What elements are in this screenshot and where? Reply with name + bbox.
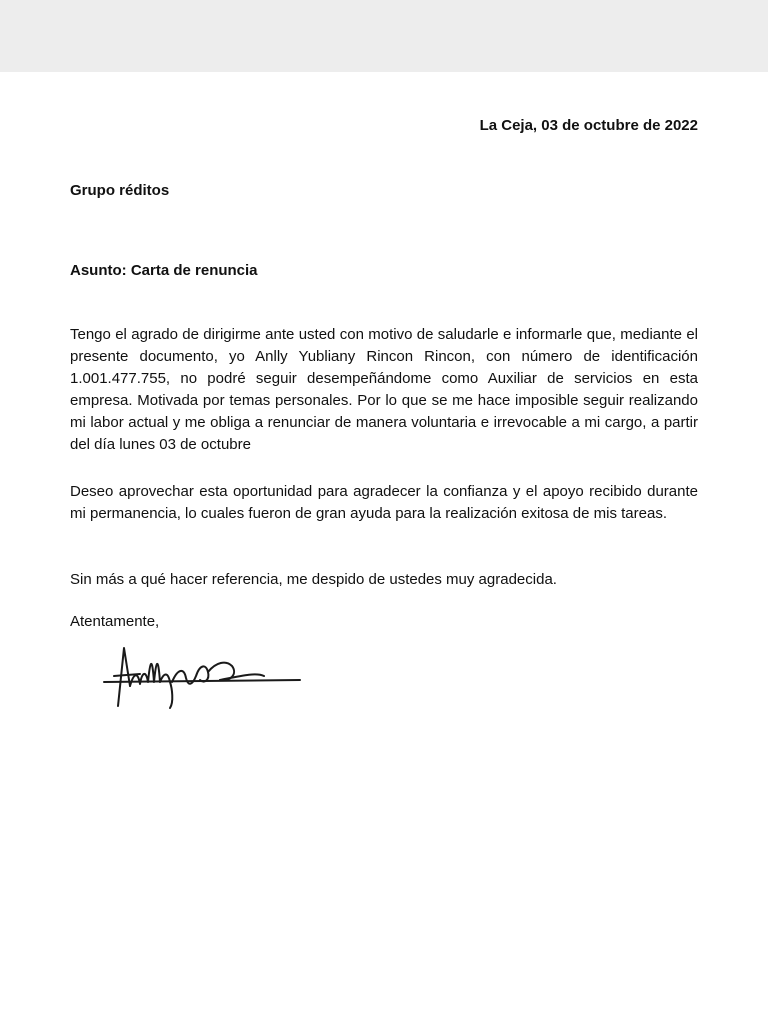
letter-recipient: Grupo réditos [70, 182, 170, 199]
letter-date-line: La Ceja, 03 de octubre de 2022 [479, 117, 698, 134]
handwritten-signature-icon [100, 642, 310, 712]
viewer-top-bar [0, 0, 768, 72]
letter-paragraph-2: Deseo aprovechar esta oportunidad para agradecer la confianza y el apoyo recibido durante mi permanencia, lo cuales fueron de gran ayuda para la realización exitosa de mis tareas. [70, 483, 698, 522]
letter-subject: Asunto: Carta de renuncia [70, 262, 258, 279]
letter-closing: Atentamente, [70, 613, 160, 630]
letter-paragraph-3: Sin más a qué hacer referencia, me despido de ustedes muy agradecida. [70, 571, 557, 588]
letter-paragraph-1: Tengo el agrado de dirigirme ante usted con motivo de saludarle e informarle que, mediante el presente documento, yo Anlly Yubliany Rincon Rincon, con número de identificación 1.001.477.755, no podré seguir desempeñándome como Auxiliar de servicios en esta empresa. Motivada por temas personales. Por lo que se me hace imposible seguir realizando mi labor actual y me obliga a renunciar de manera voluntaria e irrevocable a mi cargo, a partir del día lunes 03 de octubre [70, 326, 698, 453]
document-page [0, 72, 768, 1024]
